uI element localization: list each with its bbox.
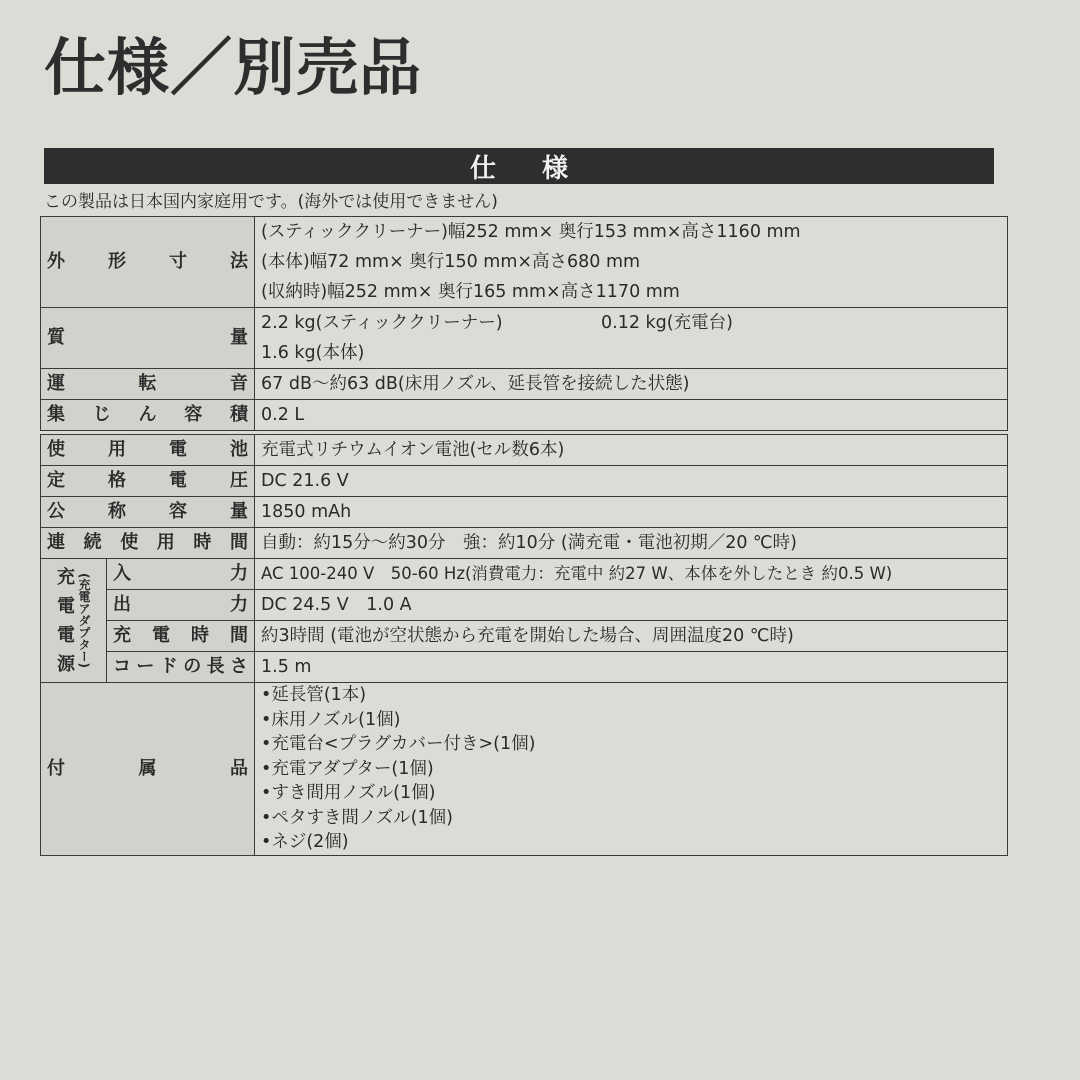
side-char: 電 [57,595,75,617]
list-item: •充電台<プラグカバー付き>(1個) [261,734,536,754]
table-row [41,621,1008,652]
table-row [41,590,1008,621]
table-row [41,400,1008,431]
section-header: 仕様 [44,148,994,184]
page-title: 仕様／別売品 [44,31,423,104]
table-row [41,369,1008,400]
side-char: 源 [57,653,75,675]
side-char: 充 [57,566,75,588]
table-row [41,466,1008,497]
table-row [41,683,1008,856]
list-item: •延長管(1本) [261,685,367,705]
charging-power-side-label [41,559,107,683]
spec-table-power [40,434,1008,856]
dimensions-line: (スティッククリーナー)幅252 mm× 奥行153 mm×高さ1160 mm [261,222,801,242]
continuous-time-value: 自動：約15分～約30分 強：約10分 (満充電・電池初期／20 ℃時) [255,528,1008,559]
charge-time-value: 約3時間 (電池が空状態から充電を開始した場合、周囲温度20 ℃時) [255,621,1008,652]
cord-length-label: コードの長さ [107,652,255,683]
nominal-capacity-label: 公称容量 [41,497,255,528]
noise-label: 運転音 [41,369,255,400]
charging-adapter-sublabel: (充電アダプター) [77,573,91,668]
list-item: •床用ノズル(1個) [261,709,401,730]
mass-value [255,308,1008,369]
dimensions-value [255,217,1008,308]
noise-value: 67 dB～約63 dB(床用ノズル、延長管を接続した状態) [255,369,1008,400]
table-row [41,559,1008,590]
dust-capacity-value: 0.2 L [255,400,1008,431]
table-row [41,308,1008,369]
table-row [41,435,1008,466]
table-row [41,652,1008,683]
battery-value: 充電式リチウムイオン電池(セル数6本) [255,435,1008,466]
rated-voltage-value: DC 21.6 V [255,466,1008,497]
table-row [41,217,1008,308]
output-value: DC 24.5 V 1.0 A [255,590,1008,621]
dimensions-line: (本体)幅72 mm× 奥行150 mm×高さ680 mm [261,252,641,272]
input-label: 入力 [107,559,255,590]
dust-capacity-label: 集じん容積 [41,400,255,431]
continuous-time-label: 連続使用時間 [41,528,255,559]
dimensions-label: 外形寸法 [41,217,255,308]
list-item: •充電アダプター(1個) [261,758,434,779]
list-item: •すき間用ノズル(1個) [261,783,436,803]
side-char: 電 [57,624,75,646]
mass-label: 質量 [41,308,255,369]
output-label: 出力 [107,590,255,621]
list-item: •ペタすき間ノズル(1個) [261,807,453,828]
domestic-use-note: この製品は日本国内家庭用です。(海外では使用できません) [44,192,498,212]
dimensions-line: (収納時)幅252 mm× 奥行165 mm×高さ1170 mm [261,282,680,302]
charge-time-label: 充電時間 [107,621,255,652]
rated-voltage-label: 定格電圧 [41,466,255,497]
mass-stick: 2.2 kg(スティッククリーナー) [261,313,503,333]
table-row [41,528,1008,559]
accessories-list [255,683,1008,856]
cord-length-value: 1.5 m [255,652,1008,683]
battery-label: 使用電池 [41,435,255,466]
spec-table-general [40,216,1008,431]
list-item: •ネジ(2個) [261,832,349,852]
mass-body: 1.6 kg(本体) [261,343,365,363]
mass-charger-stand: 0.12 kg(充電台) [601,313,733,333]
input-value: AC 100-240 V 50-60 Hz(消費電力：充電中 約27 W、本体を外したとき 約0.5 W) [255,559,1008,590]
accessories-label: 付属品 [41,683,255,856]
table-row [41,497,1008,528]
nominal-capacity-value: 1850 mAh [255,497,1008,528]
